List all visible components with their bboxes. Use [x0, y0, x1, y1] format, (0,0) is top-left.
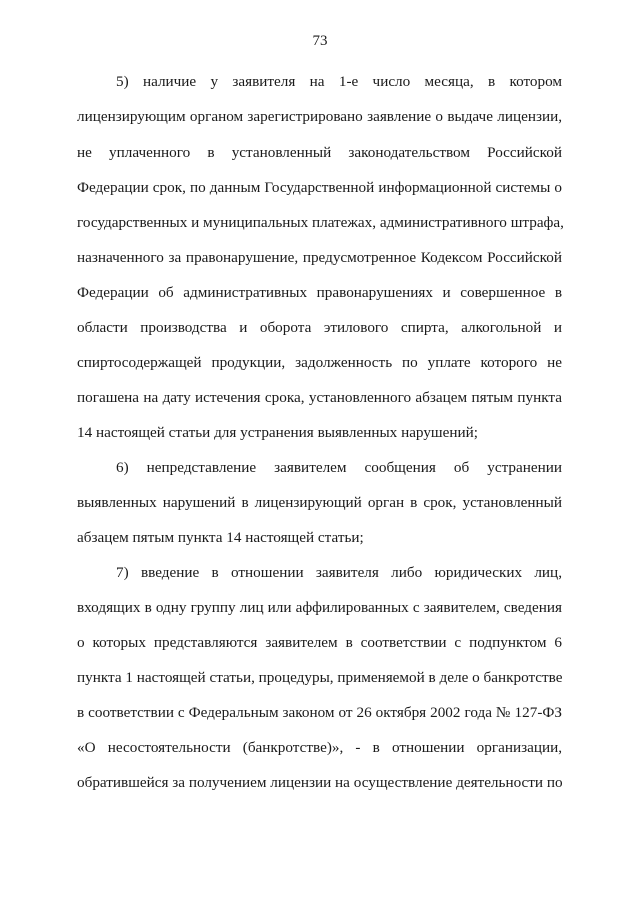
text-line: 6) непредставление заявителем сообщения об устранении — [116, 459, 562, 476]
text-line: погашена на дату истечения срока, установленного абзацем пятым пункта — [77, 389, 562, 406]
text-line: Федерации срок, по данным Государственной информационной системы о — [77, 179, 562, 196]
text-line: спиртосодержащей продукции, задолженность по уплате которого не — [77, 354, 562, 371]
text-line: лицензирующим органом зарегистрировано заявление о выдаче лицензии, — [77, 108, 562, 125]
text-line: 14 настоящей статьи для устранения выявленных нарушений; — [77, 424, 478, 441]
text-line: Федерации об административных правонарушениях и совершенное в — [77, 284, 562, 301]
text-line: 7) введение в отношении заявителя либо юридических лиц, — [116, 564, 562, 581]
text-line: области производства и оборота этилового спирта, алкогольной и — [77, 319, 562, 336]
text-line: «О несостоятельности (банкротстве)», - в отношении организации, — [77, 739, 562, 756]
text-line: государственных и муниципальных платежах, административного штрафа, — [77, 214, 564, 231]
text-line: о которых представляются заявителем в соответствии с подпунктом 6 — [77, 634, 562, 651]
text-line: в соответствии с Федеральным законом от 26 октября 2002 года № 127-ФЗ — [77, 704, 562, 721]
text-line: выявленных нарушений в лицензирующий орган в срок, установленный — [77, 494, 562, 511]
text-line: обратившейся за получением лицензии на осуществление деятельности по — [77, 774, 563, 791]
text-line: не уплаченного в установленный законодательством Российской — [77, 144, 562, 161]
text-line: абзацем пятым пункта 14 настоящей статьи; — [77, 529, 364, 546]
text-line: пункта 1 настоящей статьи, процедуры, применяемой в деле о банкротстве — [77, 669, 563, 686]
text-line: назначенного за правонарушение, предусмотренное Кодексом Российской — [77, 249, 562, 266]
text-line: 5) наличие у заявителя на 1-е число месяца, в котором — [116, 73, 562, 90]
page-number: 73 — [312, 33, 328, 49]
text-line: входящих в одну группу лиц или аффилированных с заявителем, сведения — [77, 599, 562, 616]
